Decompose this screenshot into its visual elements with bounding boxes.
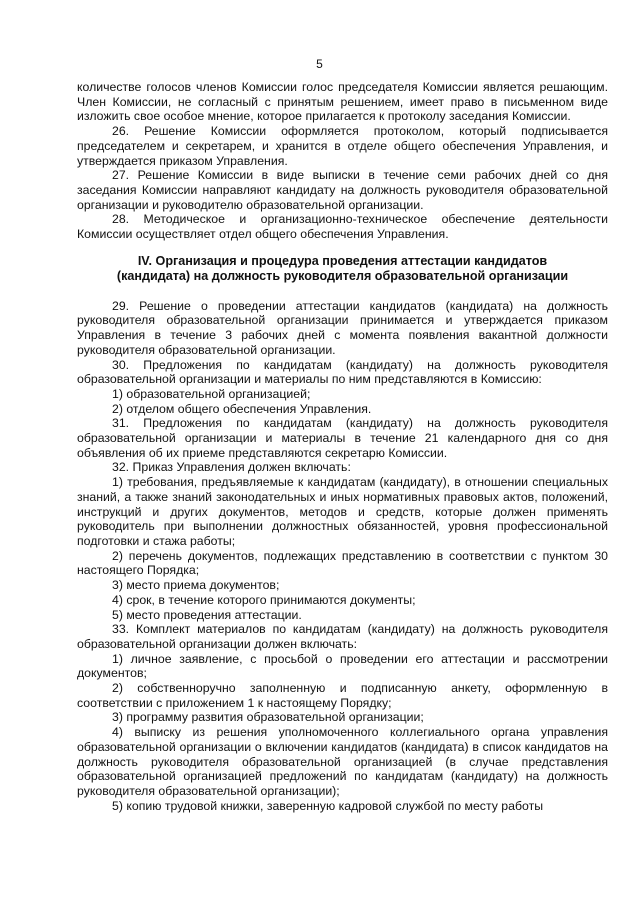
paragraph: 2) отделом общего обеспечения Управления. bbox=[112, 401, 372, 416]
section-heading-line-2: (кандидата) на должность руководителя образовательной организации bbox=[116, 268, 569, 283]
section-heading-line-1: IV. Организация и процедура проведения аттестации кандидатов bbox=[137, 253, 548, 268]
paragraph: 2) перечень документов, подлежащих представлению в соответствии с пунктом 30 настоящего Порядка; bbox=[77, 548, 608, 578]
paragraph: 30. Предложения по кандидатам (кандидату) на должность руководителя образовательной организации и материалы по ним представляются в Комиссию: bbox=[77, 357, 608, 387]
document-body bbox=[77, 80, 608, 813]
paragraphs-before-section bbox=[77, 80, 608, 242]
paragraph: 5) копию трудовой книжки, заверенную кадровой службой по месту работы bbox=[112, 798, 544, 813]
paragraph: 4) срок, в течение которого принимаются документы; bbox=[112, 592, 416, 607]
paragraph: 3) программу развития образовательной организации; bbox=[112, 710, 424, 725]
paragraph: 29. Решение о проведении аттестации кандидатов (кандидата) на должность руководителя образовательной организации принимается и утверждается приказом Управления в течение 3 рабочих дней с момента появления вакантной должности руководителя образовательной организации. bbox=[77, 298, 608, 357]
paragraphs-after-section bbox=[77, 299, 608, 814]
paragraph: 32. Приказ Управления должен включать: bbox=[112, 460, 351, 475]
paragraph: количестве голосов членов Комиссии голос председателя Комиссии является решающим. Член Комиссии, не согласный с принятым решением, имеет право в письменном виде изложить свое особое мнение, которое прилагается к протоколу заседания Комиссии. bbox=[77, 80, 608, 124]
paragraph: 5) место проведения аттестации. bbox=[112, 607, 302, 622]
paragraph: 31. Предложения по кандидатам (кандидату) на должность руководителя образовательной организации и материалы в течение 21 календарного дня со дня объявления об их приеме представляются секретарю Комиссии. bbox=[77, 416, 608, 460]
paragraph: 3) место приема документов; bbox=[112, 578, 280, 593]
paragraph: 28. Методическое и организационно-техническое обеспечение деятельности Комиссии осуществляет отдел общего обеспечения Управления. bbox=[77, 212, 608, 242]
paragraph: 1) личное заявление, с просьбой о проведении его аттестации и рассмотрении документов; bbox=[77, 651, 608, 681]
paragraph: 2) собственноручно заполненную и подписанную анкету, оформленную в соответствии с приложением 1 к настоящему Порядку; bbox=[77, 681, 608, 710]
paragraph: 33. Комплект материалов по кандидатам (кандидату) на должность руководителя образовательной организации должен включать: bbox=[77, 622, 608, 651]
section-heading bbox=[77, 254, 608, 284]
paragraph: 4) выписку из решения уполномоченного коллегиального органа управления образовательной организации о включении кандидатов (кандидата) в список кандидатов на должность руководителя образовательной организацией (в случае представления образовательной организацией предложений по кандидатам (кандидату) на должность руководителя образовательной организации); bbox=[77, 725, 608, 798]
paragraph: 1) требования, предъявляемые к кандидатам (кандидату), в отношении специальных знаний, а также знаний законодательных и иных нормативных правовых актов, положений, инструкций и других документов, методов и средств, которые должен применять руководитель при выполнении должностных обязанностей, уровня профессиональной подготовки и стажа работы; bbox=[77, 475, 608, 548]
paragraph: 26. Решение Комиссии оформляется протоколом, который подписывается председателем и секретарем, и хранится в отделе общего обеспечения Управления, и утверждается приказом Управления. bbox=[77, 124, 608, 168]
page-number: 5 bbox=[316, 57, 323, 71]
paragraph: 1) образовательной организацией; bbox=[112, 386, 311, 401]
paragraph: 27. Решение Комиссии в виде выписки в течение семи рабочих дней со дня заседания Комиссии направляют кандидату на должность руководителя образовательной организации и руководителю образовательной организации. bbox=[77, 168, 608, 212]
